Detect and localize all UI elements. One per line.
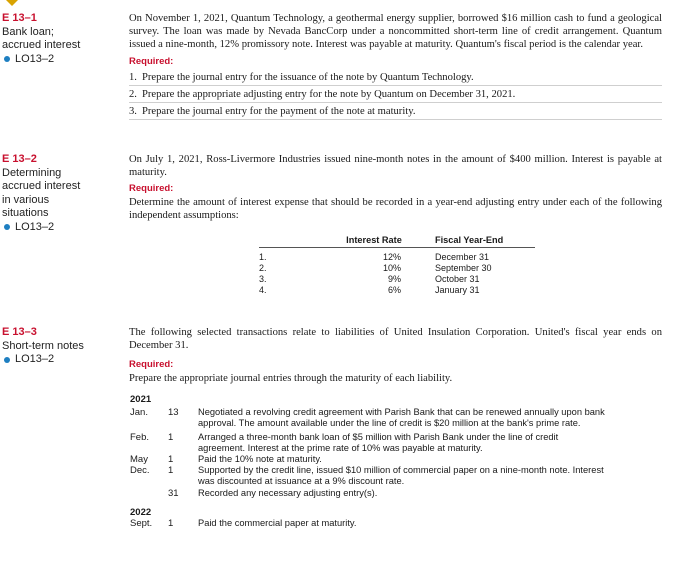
learning-objective: LO13–2 — [2, 353, 122, 367]
exercise-paragraph: On July 1, 2021, Ross-Livermore Industries issued nine-month notes in the amount of $400 million. Interest is payable at maturity. — [129, 154, 662, 179]
column-header-fiscal-year-end: Fiscal Year-End — [421, 235, 535, 248]
transactions-list — [130, 394, 606, 529]
exercise-sidebar — [2, 326, 122, 367]
exercise-body — [129, 153, 662, 222]
requirement-item: 1. Prepare the journal entry for the issuance of the note by Quantum Technology. — [129, 69, 662, 86]
exercise-body — [129, 326, 662, 385]
exercise-title-line: accrued interest — [2, 39, 81, 51]
requirement-item: 2. Prepare the appropriate adjusting entry for the note by Quantum on December 31, 2021. — [129, 86, 662, 103]
transaction-row: Feb. 1 Arranged a three-month bank loan of $5 million with Parish Bank under the line of credit agreement. Interest at the prime rate of 10% was payable at maturity. — [130, 431, 559, 453]
bullet-icon — [4, 56, 10, 62]
exercise-sidebar — [2, 153, 122, 234]
exercise-body — [129, 12, 662, 120]
exercise-title-line: Determining — [2, 166, 62, 179]
transaction-row: Jan. 13 Negotiated a revolving credit agreement with Parish Bank that can be renewed annually upon bank approval. The amount available under the line of credit is $20 million at the bank's prime rate. — [130, 407, 605, 429]
transaction-row: May 1 Paid the 10% note at maturity. — [130, 454, 322, 466]
requirement-item: 3. Prepare the journal entry for the payment of the note at maturity. — [129, 103, 662, 120]
transaction-row: Dec. 1 Supported by the credit line, issued $10 million of commercial paper on a nine-month note. Interest was discounted at issuance at a 9% discount rate. — [130, 465, 604, 487]
exercise-title-line: Short-term notes — [2, 339, 84, 352]
required-label: Required: — [129, 359, 174, 371]
learning-objective: LO13–2 — [2, 221, 122, 235]
transaction-row: 31 Recorded any necessary adjusting entry(s). — [168, 487, 378, 499]
exercise-title-line: situations — [2, 207, 49, 219]
exercise-title-line: in various — [2, 193, 50, 206]
bullet-icon — [4, 357, 10, 363]
table-row: 2. 10% September 30 — [259, 263, 492, 273]
learning-objective: LO13–2 — [2, 53, 122, 67]
exercise-title-line: Bank loan; — [2, 25, 54, 38]
exercise-number: E 13–3 — [2, 326, 37, 338]
column-header-interest-rate: Interest Rate — [327, 235, 421, 248]
exercise-number: E 13–2 — [2, 153, 37, 165]
top-marker-icon — [6, 0, 18, 6]
exercise-title-line: accrued interest — [2, 180, 81, 192]
exercise-paragraph: The following selected transactions relate to liabilities of United Insulation Corporation. United's fiscal year ends on December 31. — [129, 327, 662, 352]
required-label: Required: — [129, 183, 174, 195]
exercise-sidebar — [2, 12, 122, 66]
requirements-list — [129, 69, 662, 121]
exercise-number: E 13–1 — [2, 12, 37, 24]
table-header-row — [259, 235, 535, 248]
required-text: Determine the amount of interest expense that should be recorded in a year-end adjusting entry under each of the following independent assumptions: — [129, 196, 662, 221]
required-text: Prepare the appropriate journal entries through the maturity of each liability. — [129, 372, 453, 384]
table-row: 4. 6% January 31 — [259, 285, 480, 295]
year-heading: 2022 — [130, 506, 152, 518]
year-heading: 2021 — [130, 394, 152, 405]
table-row: 3. 9% October 31 — [259, 274, 480, 284]
assumptions-table — [259, 235, 535, 296]
required-label: Required: — [129, 55, 174, 67]
table-row: 1. 12% December 31 — [259, 252, 490, 262]
transaction-row: Sept. 1 Paid the commercial paper at maturity. — [130, 518, 357, 530]
bullet-icon — [4, 224, 10, 230]
exercise-paragraph: On November 1, 2021, Quantum Technology, a geothermal energy supplier, borrowed $16 million cash to fund a geological survey. The loan was made by Nevada BancCorp under a noncommitted short-term line of credit arrangement. Quantum issued a nine-month, 12% promissory note. Interest was payable at maturity. Quantum's fiscal period is the calendar year. — [129, 13, 662, 51]
